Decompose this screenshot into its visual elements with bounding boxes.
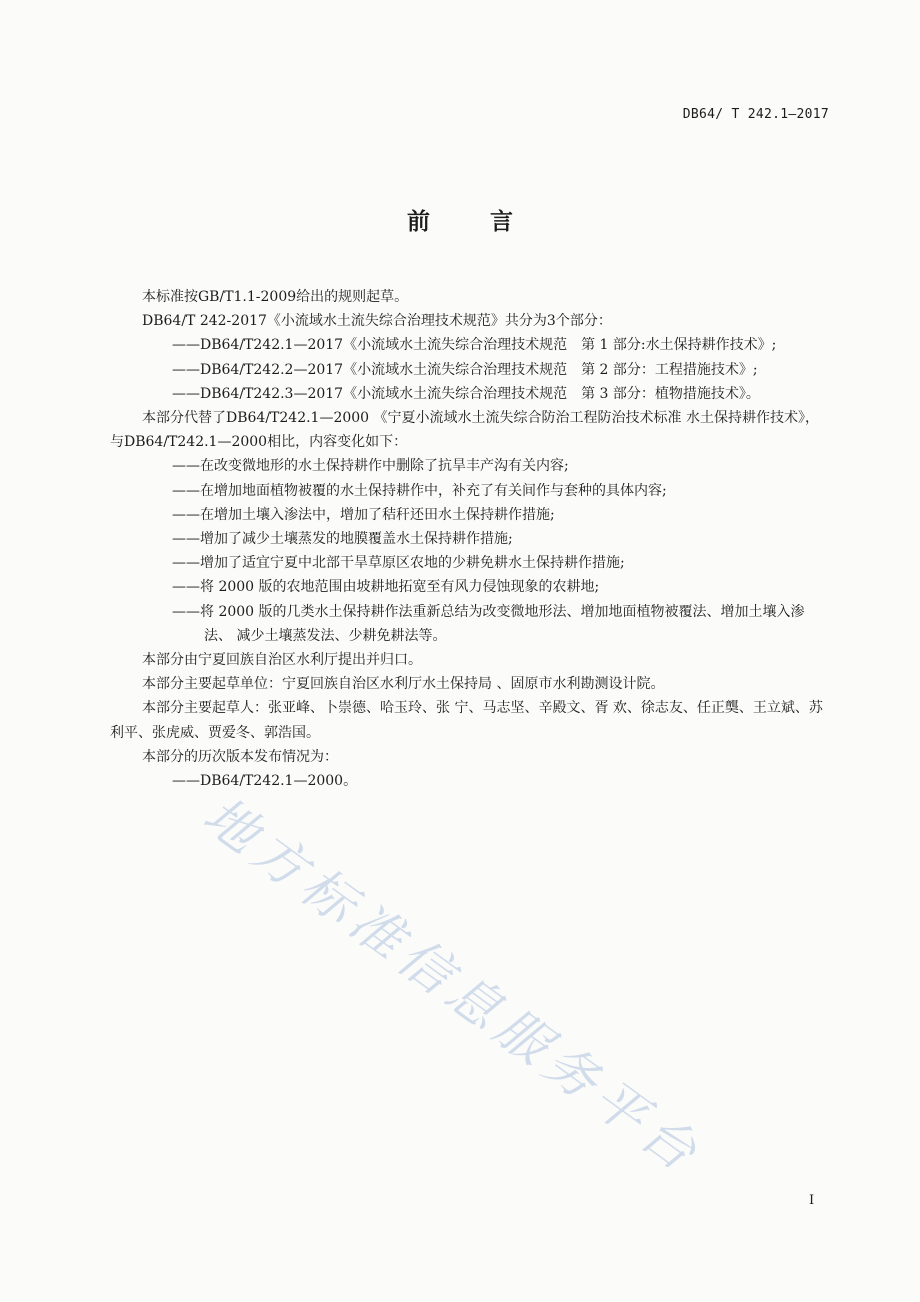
standard-code: DB64/ T 242.1—2017 xyxy=(682,107,829,122)
page-title: 前 言 xyxy=(406,209,539,235)
list-item-history-1: ——DB64/T242.1—2000。 xyxy=(172,773,358,790)
foreword-body xyxy=(110,285,830,793)
paragraph-drafting-units: 本部分主要起草单位：宁夏回族自治区水利厅水土保持局 、固原市水利勘测设计院。 xyxy=(142,676,665,693)
list-item-part-2: ——DB64/T242.2—2017《小流域水土流失综合治理技术规范 第 2 部分：工程措施技术》; xyxy=(172,361,758,378)
paragraph-proposer: 本部分由宁夏回族自治区水利厅提出并归口。 xyxy=(142,652,422,669)
list-item-change-7: ——将 2000 版的几类水土保持耕作法重新总结为改变微地形法、增加地面植物被覆法、增加土壤入渗法、 减少土壤蒸发法、少耕免耕法等。 xyxy=(172,603,805,644)
list-item-change-2: ——在增加地面植物被覆的水土保持耕作中，补充了有关间作与套种的具体内容; xyxy=(172,482,667,499)
list-item-change-4: ——增加了减少土壤蒸发的地膜覆盖水土保持耕作措施; xyxy=(172,531,513,548)
list-item-change-3: ——在增加土壤入渗法中，增加了秸秆还田水土保持耕作措施; xyxy=(172,506,555,523)
paragraph-history: 本部分的历次版本发布情况为： xyxy=(142,748,338,765)
list-item-change-5: ——增加了适宜宁夏中北部干旱草原区农地的少耕免耕水土保持耕作措施; xyxy=(172,555,625,572)
paragraph-replacement: 本部分代替了DB64/T242.1—2000 《宁夏小流域水土流失综合防治工程防治技术标准 水土保持耕作技术》，与DB64/T242.1—2000相比，内容变化如下： xyxy=(110,410,819,451)
list-item-part-1: ——DB64/T242.1—2017《小流域水土流失综合治理技术规范 第 1 部分:水土保持耕作技术》; xyxy=(172,337,777,354)
paragraph-drafters: 本部分主要起草人：张亚峰、卜崇德、哈玉玲、张 宁、马志坚、辛殿文、胥 欢、徐志友、任正龑、王立斌、苏利平、张虎威、贾爱冬、郭浩国。 xyxy=(110,700,823,741)
paragraph-drafting-rule: 本标准按GB/T1.1-2009给出的规则起草。 xyxy=(142,289,409,305)
page-number: I xyxy=(809,1193,815,1208)
list-item-part-3: ——DB64/T242.3—2017《小流域水土流失综合治理技术规范 第 3 部分：植物措施技术》。 xyxy=(172,385,760,402)
list-item-change-6: ——将 2000 版的农地范围由坡耕地拓宽至有风力侵蚀现象的农耕地; xyxy=(172,579,600,596)
watermark: 地方标准信息服务平台 xyxy=(192,785,713,1187)
paragraph-parts-intro: DB64/T 242-2017《小流域水土流失综合治理技术规范》共分为3个部分： xyxy=(142,313,612,330)
list-item-change-1: ——在改变微地形的水土保持耕作中删除了抗旱丰产沟有关内容; xyxy=(172,458,569,475)
